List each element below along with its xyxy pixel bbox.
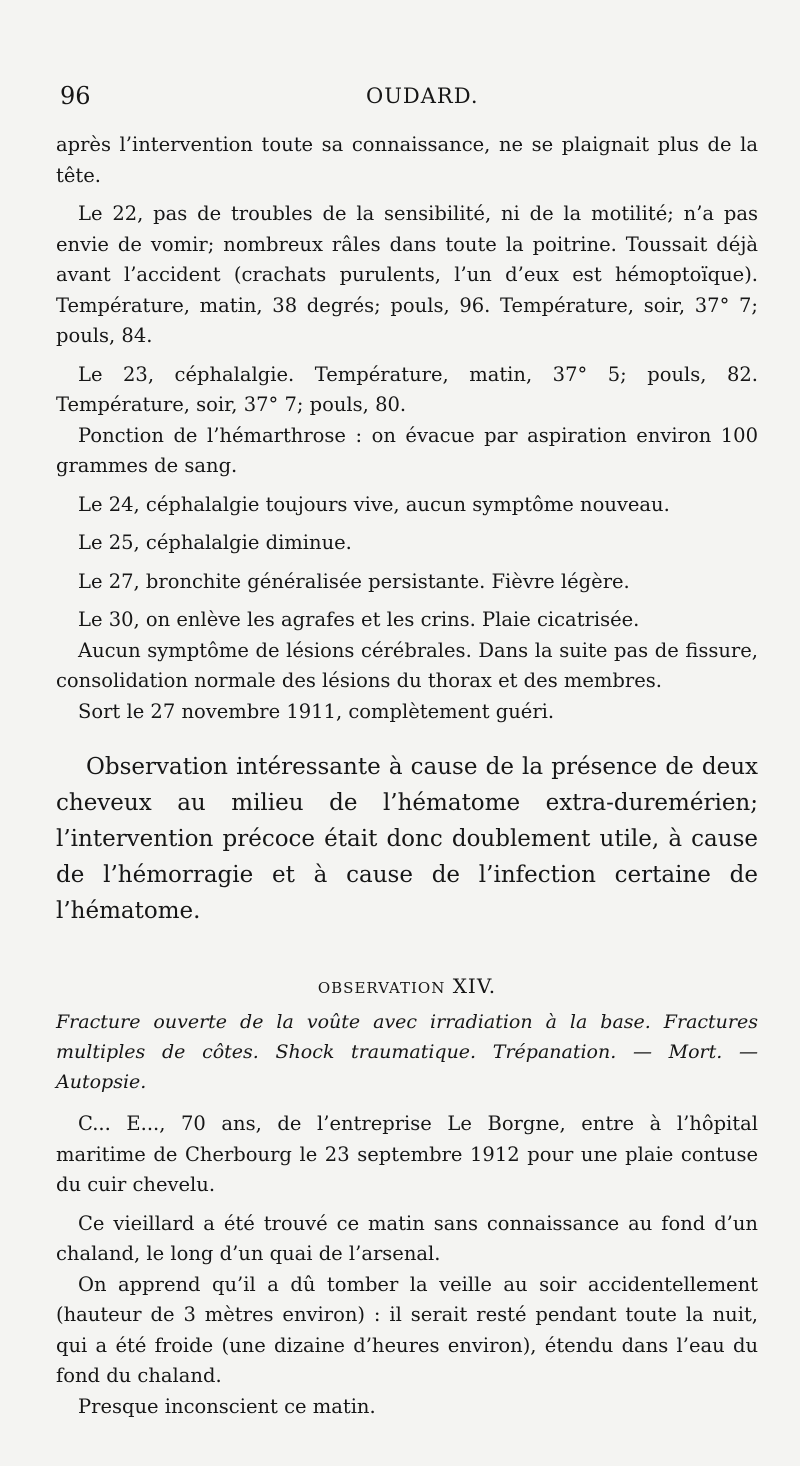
paragraph-day-24: Le 24, céphalalgie toujours vive, aucun symptôme nouveau. bbox=[78, 492, 670, 516]
observation-paragraph: Presque inconscient ce matin. bbox=[78, 1394, 376, 1418]
paragraph-no-symptoms: Aucun symptôme de lésions cérébrales. Dans la suite pas de fissure, consolidation normale des lésions du thorax et des membres. bbox=[56, 638, 758, 692]
observation-paragraph: C... E..., 70 ans, de l’entreprise Le Borgne, entre à l’hôpital maritime de Cherbourg le 23 septembre 1912 pour une plaie contuse du cuir chevelu. bbox=[56, 1112, 758, 1196]
observation-body bbox=[56, 1109, 758, 1422]
observation-paragraph: Ce vieillard a été trouvé ce matin sans connaissance au fond d’un chaland, le long d’un quai de l’arsenal. bbox=[56, 1211, 758, 1265]
paragraph-day-23: Le 23, céphalalgie. Température, matin, 37° 5; pouls, 82. Température, soir, 37° 7; pouls, 80. bbox=[56, 362, 758, 416]
observation-paragraph: On apprend qu’il a dû tomber la veille au soir accidentellement (hauteur de 3 mètres environ) : il serait resté pendant toute la nuit, qui a été froide (une dizaine d’heures environ), étendu dans l’eau du fond du chaland. bbox=[56, 1272, 758, 1387]
text-block bbox=[56, 130, 758, 1422]
page-header bbox=[0, 82, 800, 122]
observation-title-number: XIV. bbox=[452, 974, 497, 998]
running-head: OUDARD. bbox=[366, 84, 479, 108]
paragraph-discharge: Sort le 27 novembre 1911, complètement guéri. bbox=[78, 699, 555, 723]
paragraph-ponction: Ponction de l’hémarthrose : on évacue par aspiration environ 100 grammes de sang. bbox=[56, 423, 758, 477]
page-number: 96 bbox=[60, 82, 91, 110]
observation-summary: Fracture ouverte de la voûte avec irradiation à la base. Fractures multiples de côtes. Shock traumatique. Trépanation. — Mort. — Autopsie. bbox=[56, 1011, 758, 1093]
paragraph-day-22: Le 22, pas de troubles de la sensibilité, ni de la motilité; n’a pas envie de vomir; nombreux râles dans toute la poitrine. Toussait déjà avant l’accident (crachats purulents, l’un d’eux est hémoptoïque). Température, matin, 38 degrés; pouls, 96. Température, soir, 37° 7; pouls, 84. bbox=[56, 202, 758, 347]
paragraph-day-30: Le 30, on enlève les agrafes et les crins. Plaie cicatrisée. bbox=[78, 608, 640, 631]
observation-title bbox=[56, 971, 758, 1003]
observation-title-word: OBSERVATION bbox=[317, 979, 446, 997]
paragraph-day-27: Le 27, bronchite généralisée persistante. Fièvre légère. bbox=[78, 569, 630, 593]
paragraph-day-25: Le 25, céphalalgie diminue. bbox=[78, 531, 352, 554]
remark-paragraph: Observation intéressante à cause de la présence de deux cheveux au milieu de l’hématome extra-duremérien; l’intervention précoce était donc doublement utile, à cause de l’hémorragie et à cause de l’infection certaine de l’hématome. bbox=[56, 754, 758, 924]
paragraph-continuation: après l’intervention toute sa connaissance, ne se plaignait plus de la tête. bbox=[56, 133, 758, 187]
